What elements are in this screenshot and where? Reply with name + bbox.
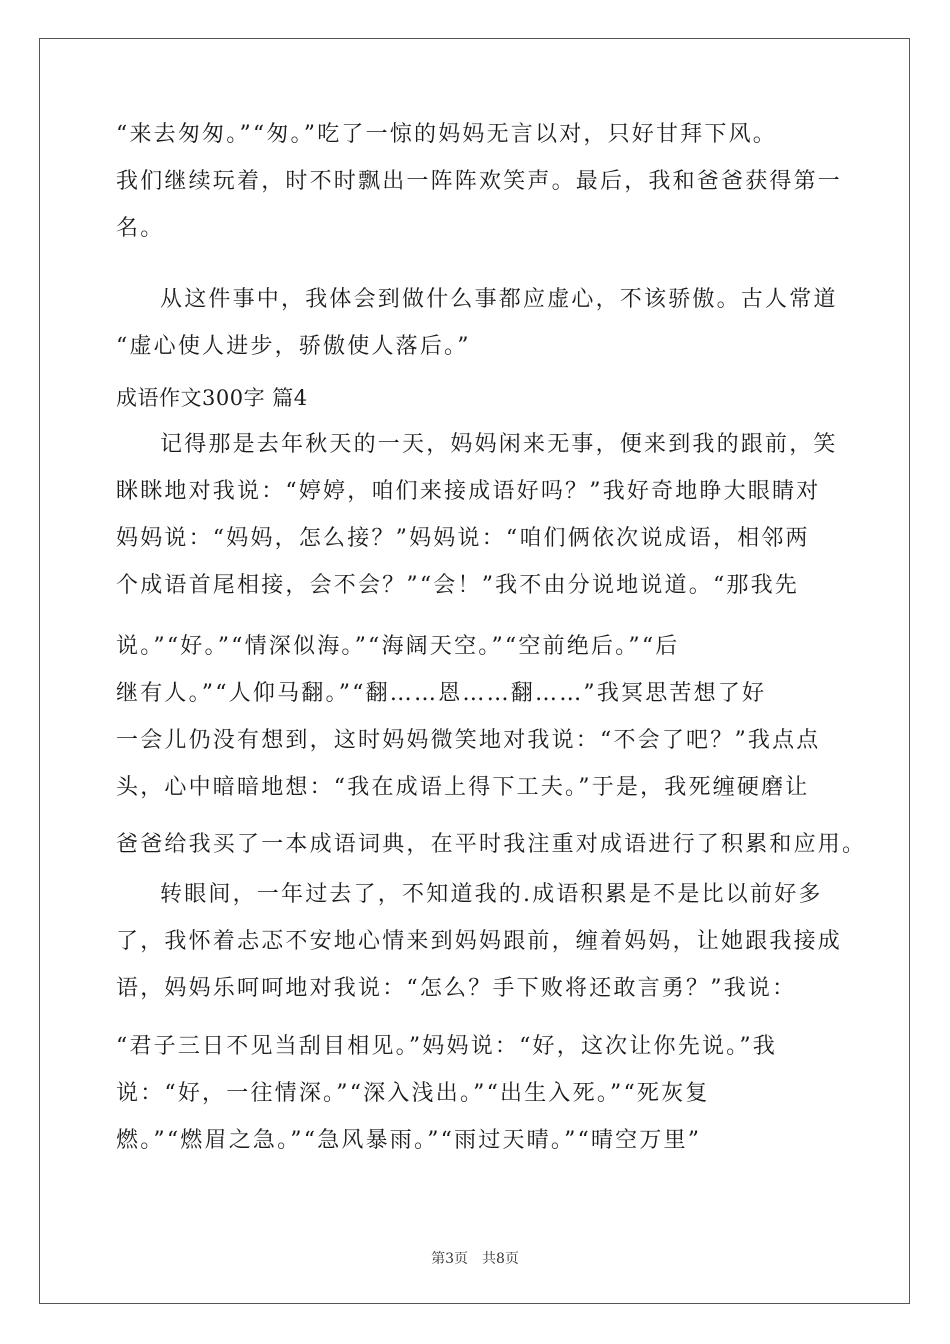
text-line: “来去匆匆。”“匆。”吃了一惊的妈妈无言以对，只好甘拜下风。 (116, 122, 777, 147)
text-line: 语，妈妈乐呵呵地对我说：“怎么？手下败将还敢言勇？”我说： (116, 976, 797, 1001)
text-line: 个成语首尾相接，会不会？”“会！”我不由分说地说道。“那我先 (116, 573, 799, 598)
text-line: 继有人。”“人仰马翻。”“翻……恩……翻……”我冥思苦想了好 (116, 681, 767, 706)
text-line: 说：“好，一往情深。”“深入浅出。”“出生入死。”“死灰复 (116, 1081, 710, 1106)
text-line: 我们继续玩着，时不时飘出一阵阵欢笑声。最后，我和爸爸获得第一 (116, 169, 843, 194)
text-line: 一会儿仍没有想到，这时妈妈微笑地对我说：“不会了吧？”我点点 (116, 728, 821, 753)
text-line: 从这件事中，我体会到做什么事都应虚心，不该骄傲。古人常道 (160, 287, 838, 312)
page-number: 第3页 (431, 1251, 468, 1267)
text-line: 了，我怀着忐忑不安地心情来到妈妈跟前，缠着妈妈，让她跟我接成 (116, 929, 843, 954)
text-line: 转眼间，一年过去了，不知道我的.成语积累是不是比以前好多 (160, 882, 823, 907)
page-border (39, 38, 910, 1304)
text-line: 说。”“好。”“情深似海。”“海阔天空。”“空前绝后。”“后 (116, 634, 680, 659)
text-line: 记得那是去年秋天的一天，妈妈闲来无事，便来到我的跟前，笑 (160, 432, 838, 457)
text-line: “君子三日不见当刮目相见。”妈妈说：“好，这次让你先说。”我 (116, 1034, 777, 1059)
text-line: 眯眯地对我说：“婷婷，咱们来接成语好吗？”我好奇地睁大眼睛对 (116, 479, 821, 504)
text-line: 名。 (116, 216, 165, 241)
page-total: 共8页 (482, 1251, 519, 1267)
text-line: “虚心使人进步，骄傲使人落后。” (116, 334, 471, 359)
text-line: 妈妈说：“妈妈，怎么接？”妈妈说：“咱们俩依次说成语，相邻两 (116, 526, 810, 551)
page-footer (0, 1248, 950, 1268)
text-line: 燃。”“燃眉之急。”“急风暴雨。”“雨过天晴。”“晴空万里” (116, 1128, 702, 1153)
text-line: 爸爸给我买了一本成语词典，在平时我注重对成语进行了积累和应用。 (116, 832, 867, 857)
section-heading: 成语作文300字 篇4 (116, 386, 308, 410)
text-line: 头，心中暗暗地想：“我在成语上得下工夫。”于是，我死缠硬磨让 (116, 775, 810, 800)
